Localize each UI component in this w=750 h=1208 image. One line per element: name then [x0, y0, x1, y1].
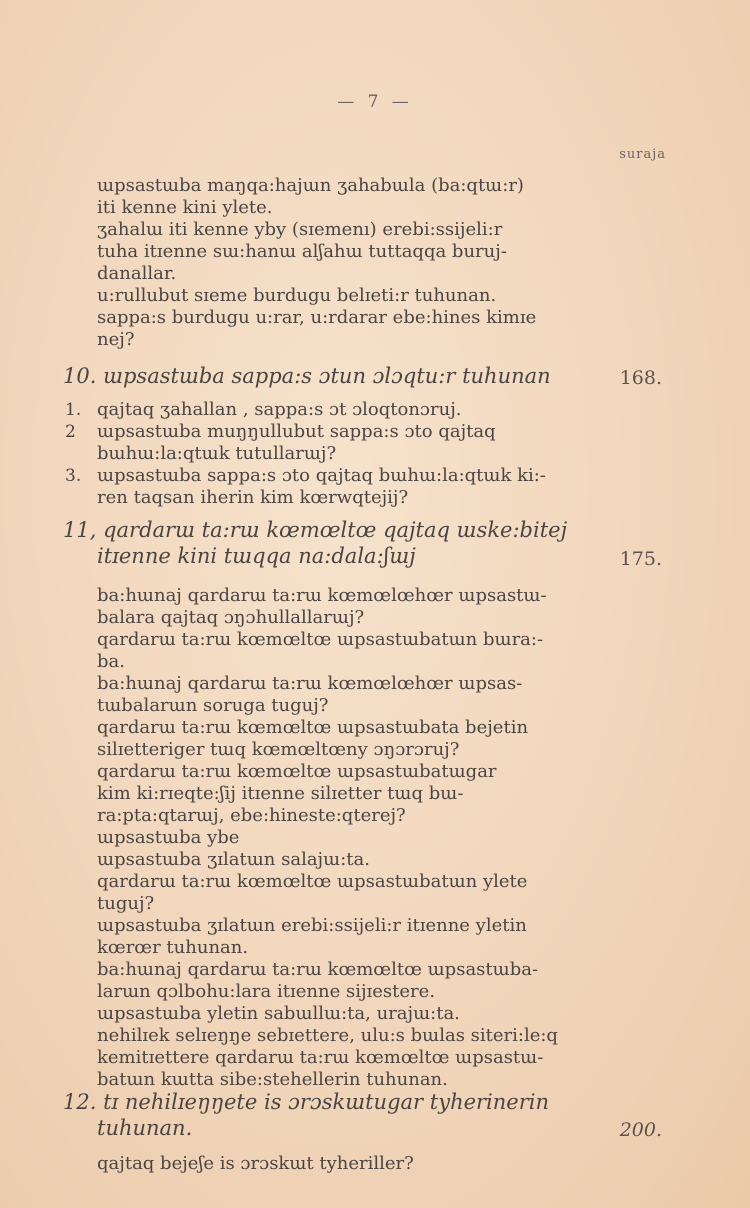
text-line: ba.: [97, 651, 125, 672]
text-line: ba:hɯnaj qardarɯ ta:rɯ kœmœltœ ɯpsastɯba-: [97, 959, 539, 980]
running-head: suraja: [619, 147, 666, 162]
text-line: tuha itɪenne sɯ:hanɯ alʃahɯ tuttaqqa buruj-: [97, 241, 507, 262]
item-number: 1.: [65, 400, 82, 420]
text-line: kemitɪettere qardarɯ ta:rɯ kœmœltœ ɯpsastɯ-: [97, 1047, 544, 1068]
text-line: ren taqsan iherin kim kœrwqtejij?: [97, 487, 409, 508]
text-line: balara qajtaq ɔŋɔhullallarɯj?: [97, 607, 365, 628]
text-line: ɯpsastɯba ybe: [97, 827, 240, 848]
text-line: ɯpsastɯba sappa:s ɔto qajtaq bɯhɯ:la:qtɯk ki:-: [97, 465, 546, 486]
text-line: bɯhɯ:la:qtɯk tutullarɯj?: [97, 443, 337, 464]
text-line: nehilɪek selɪeŋŋe sebɪettere, ulu:s bɯlas siteri:le:q: [97, 1025, 558, 1046]
text-line: ɯpsastɯba ʒɪlatɯn erebi:ssijeli:r itɪenne yletin: [97, 915, 527, 936]
item-number: 3.: [65, 466, 82, 486]
section-12-title-line-2: tuhunan.: [97, 1116, 193, 1140]
text-line: sappa:s burdugu u:rar, u:rdarar ebe:hines kimɪe: [97, 307, 537, 328]
text-line: ba:hɯnaj qardarɯ ta:rɯ kœmœlœhœr ɯpsastɯ-: [97, 585, 547, 606]
text-line: qardarɯ ta:rɯ kœmœltœ ɯpsastɯbata bejetin: [97, 717, 529, 738]
section-11-page: 175.: [619, 548, 662, 570]
text-line: silɪetteriger tɯq kœmœltœny ɔŋɔrɔruj?: [97, 739, 460, 760]
text-line: iti kenne kini ylete.: [97, 197, 273, 218]
text-line: kim ki:rɪeqte:ʃij itɪenne silɪetter tɯq bɯ-: [97, 783, 464, 804]
section-10-page: 168.: [619, 367, 662, 389]
text-line: kœrœr tuhunan.: [97, 937, 249, 958]
section-11-title-line-2: itɪenne kini tɯqqa na:dala:ʃɯj: [97, 544, 416, 568]
section-11-title-line-1: 11, qardarɯ ta:rɯ kœmœltœ qajtaq ɯske:bitej: [63, 518, 568, 542]
text-line: larɯn qɔlbohu:lara itɪenne sijɪestere.: [97, 981, 436, 1002]
section-12-title-line-1: 12. tɪ nehilɪeŋŋete is ɔrɔskɯtugar tyherinerin: [63, 1090, 550, 1114]
text-line: danallar.: [97, 263, 177, 284]
text-line: ba:hɯnaj qardarɯ ta:rɯ kœmœlœhœr ɯpsas-: [97, 673, 523, 694]
item-number: 2: [65, 422, 76, 442]
text-line: ɯpsastɯba maŋqa:hajɯn ʒahabɯla (ba:qtɯ:r): [97, 175, 524, 196]
text-line: tuguj?: [97, 893, 155, 914]
page-number: — 7 —: [337, 92, 413, 112]
text-line: qajtaq ʒahallan , sappa:s ɔt ɔloqtonɔruj.: [97, 399, 462, 420]
text-line: qardarɯ ta:rɯ kœmœltœ ɯpsastɯbatɯn ylete: [97, 871, 528, 892]
text-line: tɯbalarɯn soruga tuguj?: [97, 695, 329, 716]
text-line: batɯn kɯtta sibe:stehellerin tuhunan.: [97, 1069, 448, 1090]
text-line: qajtaq bejeʃe is ɔrɔskɯt tyheriller?: [97, 1153, 414, 1174]
text-line: ʒahalɯ iti kenne yby (sɪemenı) erebi:ssijeli:r: [97, 219, 503, 240]
section-12-page: 200.: [619, 1119, 662, 1141]
text-line: qardarɯ ta:rɯ kœmœltœ ɯpsastɯbatɯn bɯra:-: [97, 629, 544, 650]
section-10-title: 10. ɯpsastɯba sappa:s ɔtun ɔlɔqtu:r tuhunan: [63, 364, 551, 388]
text-line: ɯpsastɯba yletin sabɯllɯ:ta, urajɯ:ta.: [97, 1003, 460, 1024]
text-line: u:rullubut sɪeme burdugu belɪeti:r tuhunan.: [97, 285, 497, 306]
text-line: ra:pta:qtarɯj, ebe:hineste:qterej?: [97, 805, 406, 826]
text-line: qardarɯ ta:rɯ kœmœltœ ɯpsastɯbatɯgar: [97, 761, 497, 782]
text-line: ɯpsastɯba ʒɪlatɯn salajɯ:ta.: [97, 849, 370, 870]
text-line: nej?: [97, 329, 135, 350]
text-line: ɯpsastɯba muŋŋullubut sappa:s ɔto qajtaq: [97, 421, 496, 442]
